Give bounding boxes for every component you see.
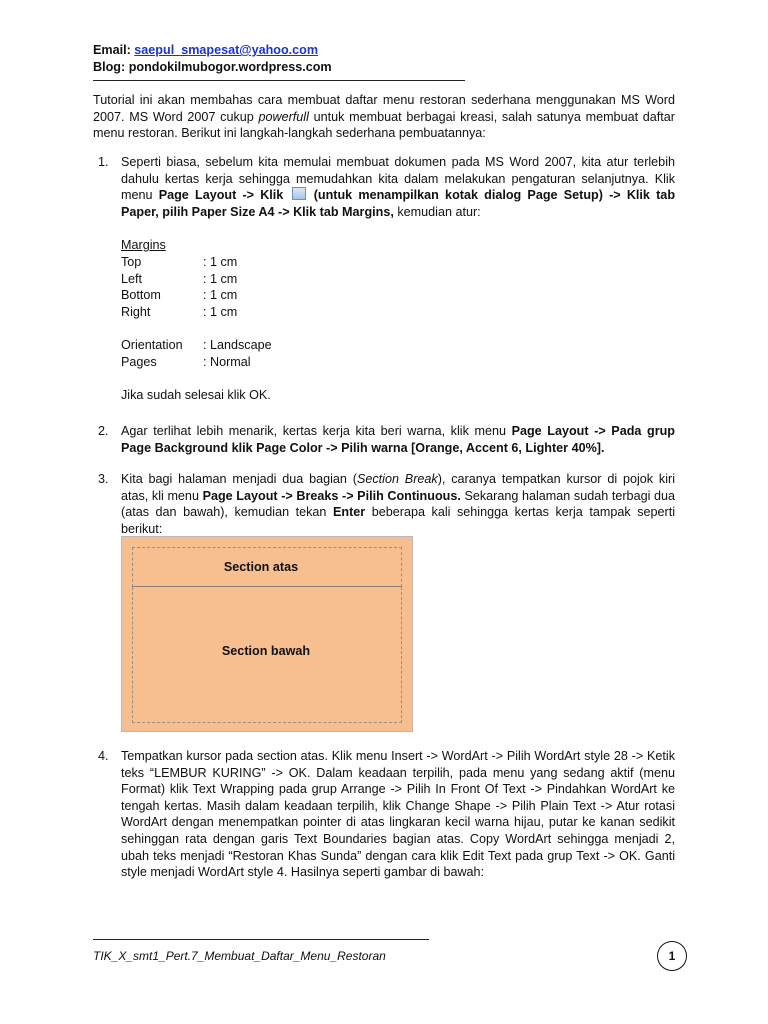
intro-italic: powerfull — [258, 109, 309, 124]
step-4-text-part: Tempatkan kursor pada section atas. Klik menu Insert -> WordArt -> Pilih WordArt style 28 -> Ketik teks “LEMBUR KURING” -> OK. Dalam keadaan terpilih, pada menu yang sedang aktif (menu Format) klik Text Wrapping pada grup Arrange -> Pilih In Front Of Text -> Pindahkan WordArt ke tengah kertas. Masih dalam keadaan terpilih, klik Change Shape -> Pilih Plain Text -> Atur rotasi WordArt dengan menempatkan pointer di atas lingkaran kecil warna hijau, putar ke kanan sedikit sehinggan rata dengan garis Text Boundaries bagian atas. Copy WordArt sehingga menjadi 2, ubah teks menjadi “Restoran Khas Sunda” dengan cara klik Edit Text pada grup Text -> OK. Ganti style menjadi WordArt style 4. Hasilnya seperti gambar di bawah: — [121, 749, 675, 880]
dialog-launcher-icon — [292, 187, 306, 200]
header-divider — [93, 80, 465, 81]
step-3-text-part-4: beberapa kali sehingga kertas kerja tampak seperti berikut: — [121, 505, 675, 536]
page-number: 1 — [657, 941, 687, 971]
step-number: 4. — [98, 749, 109, 763]
step-1-text-part: Seperti biasa, sebelum kita memulai membuat dokumen pada MS Word 2007, kita atur terlebih dahulu kertas kerja sehingga memudahkan kita dalam melakukan pengaturan selanjutnya. Klik menu — [121, 155, 675, 203]
step-1-text — [121, 154, 675, 220]
setting-row — [121, 304, 675, 321]
step-1-bold-part-2: (untuk menampilkan kotak dialog Page Setup) -> Klik tab Paper, pilih Paper Size A4 -> Klik tab Margins, — [121, 188, 676, 219]
step-3-bold-part: Page Layout -> Breaks -> Pilih Continuous. — [202, 488, 461, 503]
done-row — [121, 387, 675, 404]
setting-value: : Normal — [203, 354, 251, 369]
margins-title: Margins — [121, 238, 166, 253]
email-label: Email: — [93, 43, 131, 57]
setting-value: : Landscape — [203, 337, 272, 352]
step-3-text-part: Kita bagi halaman menjadi dua bagian ( — [121, 472, 357, 486]
blog-label: Blog: — [93, 60, 126, 74]
section-bottom — [132, 587, 402, 723]
email-link[interactable]: saepul_smapesat@yahoo.com — [134, 43, 319, 57]
intro-paragraph — [93, 92, 675, 142]
setting-row — [121, 254, 675, 271]
step-4 — [93, 748, 675, 881]
step-3 — [93, 471, 675, 537]
step-2-bold-part: Page Layout -> Pada grup Page Background klik Page Color -> Pilih warna [Orange, Accent 6, Lighter 40%]. — [121, 424, 675, 455]
setting-value: : 1 cm — [203, 304, 238, 319]
step-number: 2. — [98, 424, 109, 438]
section-top-label: Section atas — [223, 559, 299, 574]
setting-value: : 1 cm — [203, 288, 238, 303]
header — [93, 42, 332, 76]
section-break-diagram — [121, 536, 413, 732]
intro-text-2: untuk membuat berbagai kreasi, salah satunya membuat daftar menu restoran. Berikut ini langkah-langkah sederhana pembuatannya: — [93, 109, 675, 141]
email-line — [93, 42, 332, 59]
step-3-text — [121, 471, 675, 537]
intro-text-1: Tutorial ini akan membahas cara membuat daftar menu restoran sederhana menggunakan MS Word 2007. MS Word 2007 cukup — [93, 93, 675, 124]
step-3-text-part-2: ), caranya tempatkan kursor di pojok kiri atas, kli menu — [121, 472, 675, 503]
step-3-bold-part-2: Enter — [333, 505, 366, 520]
step-3-italic-part: Section Break — [356, 472, 438, 486]
blog-line — [93, 59, 332, 76]
setting-row — [121, 271, 675, 288]
spacer — [121, 320, 675, 337]
footer-divider — [93, 939, 429, 940]
setting-label: Left — [121, 271, 143, 286]
setting-value: : 1 cm — [203, 254, 238, 269]
setting-label: Orientation — [121, 337, 183, 352]
setting-label: Right — [121, 304, 151, 319]
step-2-text — [121, 423, 675, 456]
setting-label: Bottom — [121, 288, 161, 303]
step-1 — [93, 154, 675, 403]
step-1-bold-part: Page Layout -> Klik — [158, 188, 284, 203]
step-3-text-part-3: Sekarang halaman sudah terbagi dua (atas dan bawah), kemudian tekan — [121, 488, 676, 520]
section-top — [132, 547, 402, 587]
margins-title-row — [121, 237, 675, 254]
step-2-text-part: Agar terlihat lebih menarik, kertas kerja kita beri warna, klik menu — [121, 424, 512, 438]
step-4-text — [121, 748, 675, 881]
setting-row — [121, 287, 675, 304]
setting-label: Top — [121, 254, 142, 269]
step-2 — [93, 423, 675, 456]
spacer — [121, 370, 675, 387]
setting-row — [121, 337, 675, 354]
setting-row — [121, 354, 675, 371]
step-number: 1. — [98, 155, 109, 169]
footer-title: TIK_X_smt1_Pert.7_Membuat_Daftar_Menu_Restoran — [93, 949, 386, 963]
step-number: 3. — [98, 472, 109, 486]
setting-label: Pages — [121, 354, 157, 369]
section-bottom-label: Section bawah — [221, 644, 311, 659]
step-1-text-part-2: kemudian atur: — [393, 204, 481, 219]
page-setup-settings — [121, 237, 675, 403]
setting-value: : 1 cm — [203, 271, 238, 286]
blog-url: pondokilmubogor.wordpress.com — [128, 60, 332, 74]
done-text: Jika sudah selesai klik OK. — [121, 387, 271, 402]
